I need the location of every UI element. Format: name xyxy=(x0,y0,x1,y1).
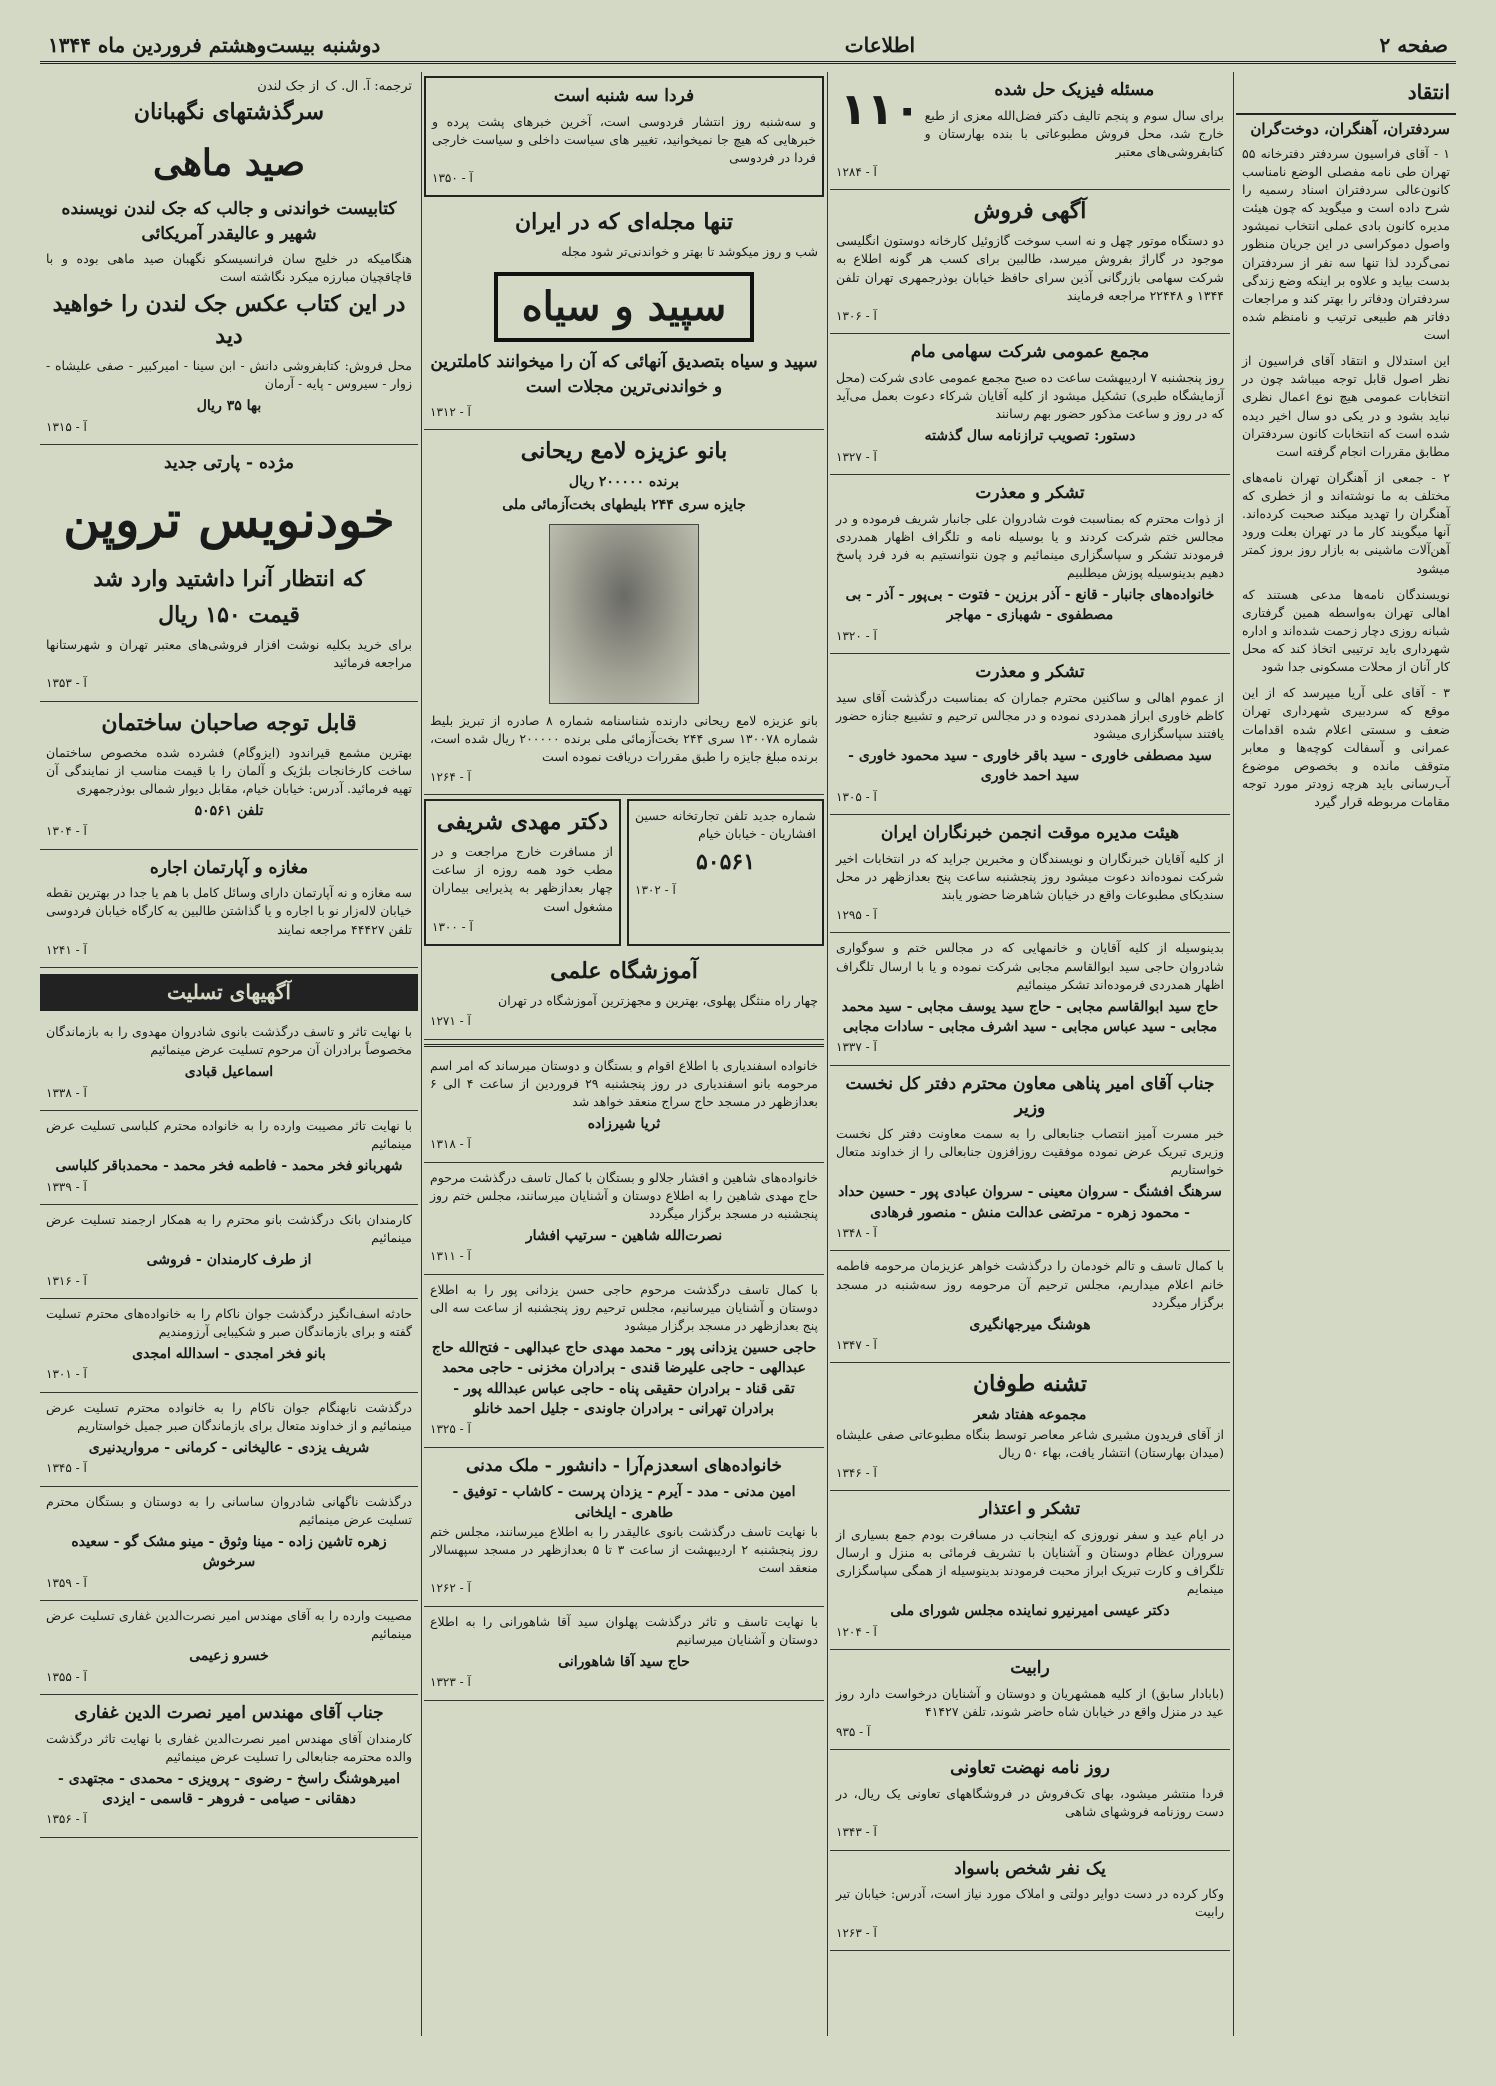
ad-text: و سه‌شنبه روز انتشار فردوسی است، آخرین خبرهای پشت پرده و خبرهایی که هیچ جا نمیخوانید، تغییر های سیاست داخلی و سیاست خارجی فردا در فردوسی xyxy=(432,113,816,165)
ad-text: از آقای فریدون مشیری شاعر معاصر توسط بنگاه مطبوعاتی صفی علیشاه (میدان بهارستان) انتشار یافت، بهاء ۵۰ ریال xyxy=(836,1426,1224,1460)
condolence-text: مصیبت وارده را به آقای مهندس امیر نصرت‌الدین غفاری تسلیت عرض مینمائیم xyxy=(46,1608,412,1642)
condolences-section-title: آگهیهای تسلیت xyxy=(40,974,418,1011)
small-ads-row xyxy=(424,795,824,950)
ad-text: بهترین مشمع قیراندود (ایزوگام) فشرده شده مخصوص ساختمان ساخت کارخانجات بلژیک و آلمان را با قیمت مناسب از نمایندگی آن تهیه فرمائید. آدرس: خیابان خیام، مقابل دیوار شمالی بوذرجمهری xyxy=(46,744,412,796)
ad-phone: تلفن ۵۰۵۶۱ xyxy=(194,803,264,819)
column-rule xyxy=(1233,72,1234,2036)
ad-title: مغازه و آپارتمان اجاره xyxy=(149,857,309,878)
condolence-signature: شریف یزدی - عالیخانی - کرمانی - مرواریدنیری xyxy=(88,1440,370,1457)
ad-code: آ - ۱۳۵۰ xyxy=(432,171,473,186)
doctor-name: دکتر مهدی شریفی xyxy=(436,809,609,836)
ad-code: آ - ۱۳۳۷ xyxy=(836,1040,877,1055)
condolence-item xyxy=(40,1205,418,1299)
ad-code: آ - ۱۳۱۱ xyxy=(430,1249,471,1264)
ad-text: برای سال سوم و پنجم تالیف دکتر فضل‌الله معزی از طبع خارج شد، محل فروش مطبوعاتی با بنده بهارستان و کتابفروشی‌های معتبر xyxy=(924,107,1224,159)
ad-text: شب و روز میکوشد تا بهتر و خواندنی‌تر شود مجله xyxy=(561,244,818,260)
article-paragraph: ۲ - جمعی از آهنگران تهران نامه‌های مختلف به ما نوشته‌اند و از خطری که آهنگران را تهدید میکند صحبت کرده‌اند. آنها میگویند کار ما در تهران بعلت ورود آهن‌آلات ماشینی به بازار روز بروز کمتر میشود xyxy=(1242,469,1450,576)
condolence-item xyxy=(40,1299,418,1393)
divider xyxy=(424,1044,824,1047)
ad-text: با کمال تاسف و تالم خودمان را درگذشت خواهر عزیزمان مرحومه فاطمه خانم اعلام میداریم، مجلس ترحیم آن مرحومه روز سه‌شنبه در مسجد برگزار میگردد xyxy=(836,1258,1224,1310)
ad-title: فردا سه شنبه است xyxy=(553,86,695,106)
newspaper-name: اطلاعات xyxy=(844,32,916,57)
ad-title: قابل توجه صاحبان ساختمان xyxy=(101,709,357,736)
sale-ad xyxy=(830,190,1230,334)
families-ad xyxy=(424,1448,824,1607)
book-title: صید ماهی xyxy=(152,141,306,184)
ad-code: آ - ۱۳۱۲ xyxy=(430,404,471,419)
poetry-book-ad xyxy=(830,1363,1230,1491)
assembly-ad xyxy=(830,334,1230,475)
condolence-text: درگذشت نابهنگام جوان ناکام را به خانواده محترم تسلیت عرض مینمائیم و از خداوند متعال برای بازماندگان صبر جمیل خواستاریم xyxy=(46,1399,412,1433)
job-ad xyxy=(830,1851,1230,1951)
haji-mourning-ad xyxy=(424,1275,824,1448)
ads-column-3 xyxy=(424,72,824,2036)
ad-text: دو دستگاه موتور چهل و نه اسب سوخت گازوئیل کارخانه دوستون انگلیسی موجود در گاراژ بفروش میرسد، طالبین برای کسب هر گونه اطلاع به شرکت سهامی بازرگانی آذین سرای حافظ خیابان بوذرجمهری تهران تلفن ۱۳۴۴ و ۲۲۴۴۸ مراجعه فرمایند xyxy=(836,233,1224,303)
lottery-winner-ad xyxy=(424,430,824,795)
ad-subtitle: مجموعه هفتاد شعر xyxy=(973,1407,1087,1424)
doctor-ad xyxy=(424,799,621,946)
condolence-signature: شهربانو فخر محمد - فاطمه فخر محمد - محمدباقر کلباسی xyxy=(55,1158,403,1175)
condolence-signature: خسرو زعیمی xyxy=(189,1648,269,1665)
column-rule xyxy=(827,72,828,2036)
ad-text: خبر مسرت آمیز انتصاب جنابعالی را به سمت معاونت دفتر کل نخست وزیری تبریک عرض نموده موفقیت روزافزون جنابعالی را از خداوند متعال خواستاریم xyxy=(836,1126,1224,1178)
ferdowsi-magazine-ad xyxy=(424,76,824,197)
book-price: بها ۳۵ ریال xyxy=(196,398,262,415)
ad-text: کارمندان آقای مهندس امیر نصرت‌الدین غفاری با نهایت تاثر درگذشت والده محترمه جنابعالی را تسلیت عرض مینمائیم xyxy=(46,1730,412,1764)
journal-ad xyxy=(830,1750,1230,1850)
ad-text: سه مغازه و نه آپارتمان دارای وسائل کامل با هم یا جدا در بهترین نقطه خیابان لاله‌زار نو با اجاره و یا گذاشتن طالبین به کارگاه خیابان فردوسی تلفن ۴۴۴۲۷ مراجعه نمایند xyxy=(46,885,412,937)
issue-date: دوشنبه بیست‌وهشتم فروردین ماه ۱۳۴۴ xyxy=(48,32,381,57)
criticism-column xyxy=(1236,72,1456,2036)
thanks-ad xyxy=(830,475,1230,654)
ad-text: فردا منتشر میشود، بهای تک‌فروش در فروشگاههای تعاونی یک ریال، در دست روزنامه فروشهای شاهی xyxy=(836,1786,1224,1820)
building-ad xyxy=(40,702,418,850)
ad-code: آ - ۱۲۶۴ xyxy=(430,769,471,784)
ad-code: آ - ۱۳۳۸ xyxy=(46,1085,87,1100)
ad-code: آ - ۱۳۰۱ xyxy=(46,1367,87,1382)
ad-agenda: دستور: تصویب ترازنامه سال گذشته xyxy=(924,428,1136,445)
book-series-title: سرگذشتهای نگهبانان xyxy=(133,98,325,125)
ad-code: آ - ۱۳۰۲ xyxy=(635,883,676,898)
ad-text: بانو عزیزه لامع ریحانی دارنده شناسنامه شماره ۸ صادره از تبریز بلیط شماره ۱۳۰۰۷۸ سری ۲۴۴ بخت‌آزمائی ملی برنده ۲۰۰۰۰۰ ریال شده است، برنده مبلغ جایزه را طبق مقررات دریافت نموده است xyxy=(430,712,818,764)
rent-ad xyxy=(40,850,418,968)
ad-signature: حاج سید آقا شاهورانی xyxy=(558,1653,690,1670)
condolence-item xyxy=(40,1111,418,1205)
book-text: هنگامیکه در خلیج سان فرانسیسکو نگهبان صید ماهی بوده و با قاچاقچیان مبارزه میکرد نگاشته است xyxy=(46,251,412,285)
ad-text: خانواده اسفندیاری با اطلاع اقوام و بستگان و دوستان میرساند که امر اسم مرحومه بانو اسفندیاری در روز پنجشنبه ۲۹ فروردین از ساعت ۴ الی ۶ بعدازظهر در مسجد حاج سراج منعقد خواهد شد xyxy=(430,1057,818,1109)
ad-code: آ - ۱۲۸۴ xyxy=(836,165,877,180)
final-condolence-ad xyxy=(40,1695,418,1838)
article-title: انتقاد xyxy=(1236,72,1456,115)
condolence-ad xyxy=(830,933,1230,1065)
book-ad xyxy=(40,72,418,445)
ad-code: آ - ۱۳۵۳ xyxy=(46,676,87,691)
ad-text: با کمال تاسف درگذشت مرحوم حاجی حسن یزدانی پور را به اطلاع دوستان و آشنایان میرسانیم، مجلس ترحیم روز پنجشنبه از ساعت سه الی پنج بعدازظهر در مسجد برگزار میشود xyxy=(430,1281,818,1333)
ad-title: تشکر و اعتذار xyxy=(979,1499,1081,1520)
ad-code: آ - ۱۳۴۳ xyxy=(836,1825,877,1840)
article-subtitle: سردفتران، آهنگران، دوخت‌گران xyxy=(1250,120,1450,138)
book-note: در این کتاب عکس جک لندن را خواهید دید xyxy=(52,291,406,350)
ads-column-2 xyxy=(830,72,1230,2036)
ad-title: هیئت مدیره موقت انجمن خبرنگاران ایران xyxy=(880,823,1180,844)
article-paragraph: نویسندگان نامه‌ها مدعی هستند که اهالی تهران به‌واسطه همین گرفتاری شبانه روزی دچار زحمت شده‌اند و اداره شهرداری باید ترتیبی اتخاذ کند که محل کار آنان از محلات مسکونی جدا شود xyxy=(1242,586,1450,675)
ad-code: آ - ۱۳۲۷ xyxy=(836,449,877,464)
ad-code: آ - ۱۳۲۳ xyxy=(430,1675,471,1690)
pahlevan-ad xyxy=(424,1607,824,1701)
condolence-text: با نهایت تاثر مصیبت وارده را به خانواده محترم کلباسی تسلیت عرض مینمائیم xyxy=(46,1118,412,1152)
condolence-item xyxy=(40,1017,418,1111)
board-ad xyxy=(830,815,1230,933)
ad-code: آ - ۱۳۴۸ xyxy=(836,1226,877,1241)
ad-code: آ - ۱۳۵۹ xyxy=(46,1575,87,1590)
notice-ad xyxy=(830,1650,1230,1750)
book-credits xyxy=(46,78,412,97)
ad-title: مسئله فیزیک حل شده xyxy=(994,80,1155,100)
winner-portrait-photo xyxy=(549,524,699,704)
ad-code: آ - ۱۳۰۵ xyxy=(836,789,877,804)
ad-signature: حاج سید ابوالقاسم مجابی - حاج سید یوسف مجابی - سید محمد مجابی - سید عباس مجابی - سید اشرف مجابی - سادات مجابی xyxy=(841,998,1219,1036)
ad-signature: نصرت‌الله شاهین - سرتیپ افشار xyxy=(525,1227,723,1244)
ad-signature: حاجی حسین یزدانی پور - محمد مهدی حاج عبدالهی - فتح‌الله حاج عبدالهی - حاجی علیرضا قندی - برادران مخزنی - حاجی محمد تقی قناد - برادران حقیقی پناه - حاجی عباس عبدالله پور - برادران تهرانی - برادران جاوندی - جلیل احمد خانلو xyxy=(431,1340,817,1417)
ad-title: رابیت xyxy=(1010,1658,1050,1679)
ad-code: آ - ۱۳۴۷ xyxy=(836,1338,877,1353)
ad-subtitle: جایزه سری ۲۴۴ بلیطهای بخت‌آزمائی ملی xyxy=(502,497,746,514)
ad-text: از ذوات محترم که بمناسبت فوت شادروان علی جانبار شریف فرموده و در مجالس ختم شرکت کردند و یا بوسیله نامه و تلگراف اظهار همدردی فرمودند تشکر و سپاسگزاری مینمائیم و چون نتوانستیم به فرد فرد پاسخ دهیم بدینوسیله پوزش میطلبیم xyxy=(836,510,1224,580)
ad-code: آ - ۱۳۰۴ xyxy=(46,824,87,839)
ad-text: وکار کرده در دست دوایر دولتی و املاک مورد نیاز است، آدرس: خیابان تیر رابیت xyxy=(836,1886,1224,1920)
ad-signature: هوشنگ میرجهانگیری xyxy=(969,1316,1091,1333)
pen-price: قیمت ۱۵۰ ریال xyxy=(158,602,300,629)
ad-number: ۱۱۰ xyxy=(840,84,921,135)
ad-title: تشکر و معذرت xyxy=(975,662,1085,683)
phone-number-ad xyxy=(627,799,824,946)
ad-text: روز پنجشنبه ۷ اردیبهشت ساعت ده صبح مجمع عمومی عادی شرکت (محل آزمایشگاه طبری) تشکیل میشود از کلیه آقایان شرکاء دعوت بعمل می‌آید که در روز و ساعت مذکور حضور بهم رسانند xyxy=(836,369,1224,422)
condolence-item xyxy=(40,1487,418,1601)
mourning-ad xyxy=(830,1251,1230,1363)
ad-title: خانواده‌های اسعدزم‌آرا - دانشور - ملک مدنی xyxy=(465,1455,783,1476)
phone-number: ۵۰۵۶۱ xyxy=(695,848,756,875)
apology-ad xyxy=(830,1491,1230,1650)
ad-code: آ - ۱۳۰۶ xyxy=(836,308,877,323)
ad-signature: امین مدنی - مدد - آیرم - یزدان پرست - کاشاب - توفیق - طاهری - ایلخانی xyxy=(452,1484,796,1521)
condolences-list xyxy=(40,1017,418,1695)
ad-text: (بابادار سابق) از کلیه همشهریان و دوستان و آشنایان درخواست دارد روز عید در منزل واقع در خیابان شاه حاضر شوند، تلفن ۴۱۴۲۷ xyxy=(836,1685,1224,1719)
ad-text: در ایام عید و سفر نوروزی که اینجانب در مسافرت بودم جمع بسیاری از سروران عظام دوستان و آشنایان با تشریف فرمائی به منزل و ارسال تلگراف و کارت تبریک ابراز محبت فرمودند بدینوسیله از همگی سپاسگزاری مینمایم xyxy=(836,1526,1224,1597)
ad-signature: سید مصطفی خاوری - سید باقر خاوری - سید محمود خاوری - سید احمد خاوری xyxy=(848,748,1212,785)
ad-title: جناب آقای امیر پناهی معاون محترم دفتر کل نخست وزیر xyxy=(845,1073,1215,1119)
congrats-ad xyxy=(830,1066,1230,1252)
ad-title: تشکر و معذرت xyxy=(975,482,1085,503)
article-paragraph: ۱ - آقای فراسیون سردفتر دفترخانه ۵۵ تهران طی نامه مفصلی الوضع نامناسب کانون‌عالی سردفتران اسناد رسمیه را شرح داده است و میگوید که چون هیئت مدیره کانون بادی عملی انتخاب نمیشود واصول دموکراسی در این جریان منظور نمی‌گردد لذا تنها سه نفر از سردفتران بدست بیاید و علاوه بر اینکه وضع زندگی سردفتران ودفاتر را بهتر کند و مراجعات دفاتر هم طبیعی ترتیب و نامنظم شده است xyxy=(1242,145,1450,342)
pen-text: برای خرید بکلیه نوشت افزار فروشی‌های معتبر تهران و شهرستانها مراجعه فرمائید xyxy=(46,637,412,671)
ad-code: آ - ۱۲۰۴ xyxy=(836,1624,877,1639)
ad-headline: تنها مجله‌ای که در ایران xyxy=(515,209,733,236)
ad-text: با نهایت تاسف و تاثر درگذشت پهلوان سید آقا شاهورانی را به اطلاع دوستان و آشنایان میرسانیم xyxy=(430,1613,818,1647)
mourning-ad xyxy=(424,1051,824,1163)
ad-prize: برنده ۲۰۰۰۰۰ ریال xyxy=(568,473,680,490)
ad-code: آ - ۹۳۵ xyxy=(836,1725,871,1740)
ad-code: آ - ۱۳۲۵ xyxy=(430,1422,471,1437)
ad-signature: دکتر عیسی امیرنیرو نماینده مجلس شورای ملی xyxy=(890,1603,1170,1620)
column-rule xyxy=(421,72,422,2036)
ad-text: با نهایت تاسف درگذشت بانوی عالیقدر را به اطلاع میرسانند، مجلس ختم روز پنجشنبه ۲ اردیبهشت از ساعت ۳ تا ۵ بعدازظهر در مسجد سپهسالار منعقد است xyxy=(430,1523,819,1576)
pen-lead: مژده - پارتی جدید xyxy=(164,453,294,474)
ad-title: آگهی فروش xyxy=(973,198,1087,225)
condolence-item xyxy=(40,1393,418,1487)
book-author: از جک لندن xyxy=(257,79,320,94)
ad-title: مجمع عمومی شرکت سهامی مام xyxy=(910,342,1150,363)
page-number: صفحه ۲ xyxy=(1379,32,1448,57)
school-ad xyxy=(424,950,824,1039)
condolence-signature: بانو فخر امجدی - اسدالله امجدی xyxy=(132,1346,326,1363)
condolence-text: درگذشت ناگهانی شادروان ساسانی را به دوستان و بستگان محترم تسلیت عرض مینمائیم xyxy=(46,1493,412,1527)
condolence-signature: اسماعیل قبادی xyxy=(184,1064,274,1081)
family-mourning-ad xyxy=(424,1163,824,1275)
book-desc: کتابیست خواندنی و جالب که جک لندن نویسنده شهیر و عالیقدر آمریکائی xyxy=(61,198,397,244)
ad-code: آ - ۱۳۲۰ xyxy=(836,628,877,643)
ad-title: روز نامه نهضت تعاونی xyxy=(950,1758,1110,1779)
condolence-text: با نهایت تاثر و تاسف درگذشت بانوی شادروان مهدوی را به بازماندگان مخصوصاً برادران آن مرحوم تسلیت عرض مینمائیم xyxy=(46,1024,412,1058)
ad-code: آ - ۱۲۶۲ xyxy=(430,1581,471,1596)
ad-signature: امیرهوشنگ راسخ - رضوی - پرویزی - محمدی - مجتهدی - دهقانی - صیامی - فروهر - قاسمی - ایزدی xyxy=(58,1770,400,1808)
book-sales: محل فروش: کتابفروشی دانش - ابن سینا - امیرکبیر - صفی علیشاه - زوار - سیروس - پایه - آرمان xyxy=(46,358,412,392)
ad-text: خانواده‌های شاهین و افشار جلالو و بستگان با کمال تاسف درگذشت مرحوم حاج مهدی شاهین را به اطلاع دوستان و آشنایان میرسانند، مجلس ختم روز پنجشنبه در مسجد برگزار میگردد xyxy=(430,1169,818,1221)
ad-text: از مسافرت خارج مراجعت و در مطب خود همه روزه از ساعت چهار بعدازظهر به پذیرایی بیماران مشغول است xyxy=(432,844,613,914)
condolence-item xyxy=(40,1601,418,1695)
ad-title: بانو عزیزه لامع ریحانی xyxy=(520,438,728,465)
ad-text: بدینوسیله از کلیه آقایان و خانمهایی که در مجالس ختم و سوگواری شادروان حاجی سید ابوالقاسم مجابی شرکت نموده و یا با ارسال تلگراف اظهار همدردی فرموده‌اند تشکر مینمائیم xyxy=(836,940,1224,992)
ad-description: سپید و سیاه بتصدیق آنهائی که آن را میخوانند کاملترین و خواندنی‌ترین مجلات است xyxy=(430,352,818,398)
condolence-text: کارمندان بانک درگذشت بانو محترم را به همکار ارجمند تسلیت عرض مینمائیم xyxy=(46,1211,412,1246)
article-paragraph: ۳ - آقای علی آریا میپرسد که از این موقع که سردبیری شهرداری تهران ضعف و سستی اعلام شده اقدامات عمرانی و آسفالت کوچه‌ها و معابر متوقف مانده و بخصوص موضوع آب‌رسانی باید هرچه زودتر مورد توجه مقامات مربوطه قرار گیرد xyxy=(1242,685,1450,809)
ad-code: آ - ۱۳۱۵ xyxy=(46,419,87,434)
ad-code: آ - ۱۳۱۸ xyxy=(430,1137,471,1152)
ad-code: آ - ۱۳۴۵ xyxy=(46,1461,87,1476)
ad-code: آ - ۱۳۵۶ xyxy=(46,1812,87,1827)
ad-code: آ - ۱۳۳۹ xyxy=(46,1179,87,1194)
condolence-signature: زهره تاشین زاده - مینا وثوق - مینو مشک گو - سعیده سرخوش xyxy=(71,1534,387,1571)
sepid-siah-magazine-ad xyxy=(424,201,824,430)
ad-text: از کلیه آقایان خبرنگاران و نویسندگان و مخبرین جراید که در انتخابات اخیر شرکت نموده‌اند دعوت میشود روز پنجشنبه ساعت پنج بعدازظهر در محل سندیکای مطبوعات واقع در خیابان شاهرضا حضور یابند xyxy=(836,850,1224,902)
ad-title: جناب آقای مهندس امیر نصرت الدین غفاری xyxy=(74,1702,384,1723)
condolence-signature: از طرف کارمندان - فروشی xyxy=(146,1252,312,1269)
condolence-text: حادثه اسف‌انگیز درگذشت جوان ناکام را به خانواده‌های محترم تسلیت گفته و برای بازماندگان صبر و شکیبایی آرزومندیم xyxy=(46,1305,412,1340)
ad-signature: سرهنگ افشنگ - سروان معینی - سروان عبادی پور - حسین حداد - محمود زهره - مرتضی عدالت منش - منصور فرهادی xyxy=(838,1184,1222,1221)
ad-text: چهار راه منثگل پهلوی، بهترین و مجهزترین آموزشگاه در تهران xyxy=(498,993,818,1009)
ad-title: یک نفر شخص باسواد xyxy=(954,1858,1106,1879)
page-header xyxy=(40,28,1456,64)
article-paragraph: این استدلال و انتقاد آقای فراسیون از نظر اصول قابل توجه میباشد چون در انتخابات عمومی هیچ نوع اعمال نظری نباید بشود و در یکی دو سال اخیر دیده شده است که انتخابات کانون سردفتران مطابق مقررات انجام گرفته است xyxy=(1242,353,1450,459)
ad-signature: ثریا شیرزاده xyxy=(587,1115,661,1132)
ad-code: آ - ۱۲۹۵ xyxy=(836,908,877,923)
ad-code: آ - ۱۳۵۵ xyxy=(46,1669,87,1684)
ad-code: آ - ۱۲۶۳ xyxy=(836,1925,877,1940)
ad-code: آ - ۱۲۷۱ xyxy=(430,1014,471,1029)
ad-code: آ - ۱۲۴۱ xyxy=(46,942,87,957)
ad-code: آ - ۱۳۰۰ xyxy=(432,919,473,934)
book-translator: ترجمه: آ. ال. ک xyxy=(325,79,412,94)
pen-brand: خودنویس تروپن xyxy=(63,489,395,549)
pen-ad xyxy=(40,445,418,702)
ad-text: از عموم اهالی و ساکنین محترم جماران که بمناسبت درگذشت آقای سید کاظم خاوری ابراز همدردی نموده و در مجالس ترحیم و تشییع جنازه حضور یافتند سپاسگزاری میشود xyxy=(836,689,1224,741)
magazine-logo: سپید و سیاه xyxy=(494,272,755,342)
physics-book-ad xyxy=(830,72,1230,190)
ad-code: آ - ۱۳۴۶ xyxy=(836,1465,877,1480)
ad-title: تشنه طوفان xyxy=(972,1371,1088,1398)
pen-line: که انتظار آنرا داشتید وارد شد xyxy=(93,566,365,593)
thanks-ad xyxy=(830,654,1230,815)
ads-column-4 xyxy=(40,72,418,2036)
ad-code: آ - ۱۳۱۶ xyxy=(46,1273,87,1288)
ad-signature: خانواده‌های جانبار - قانع - آذر برزین - فتوت - بی‌پور - آذر - بی مصطفوی - شهبازی - مهاجر xyxy=(845,587,1215,624)
ad-text: شماره جدید تلفن تجارتخانه حسین افشاریان - خیابان خیام xyxy=(635,808,816,842)
ad-title: آموزشگاه علمی xyxy=(550,958,698,985)
